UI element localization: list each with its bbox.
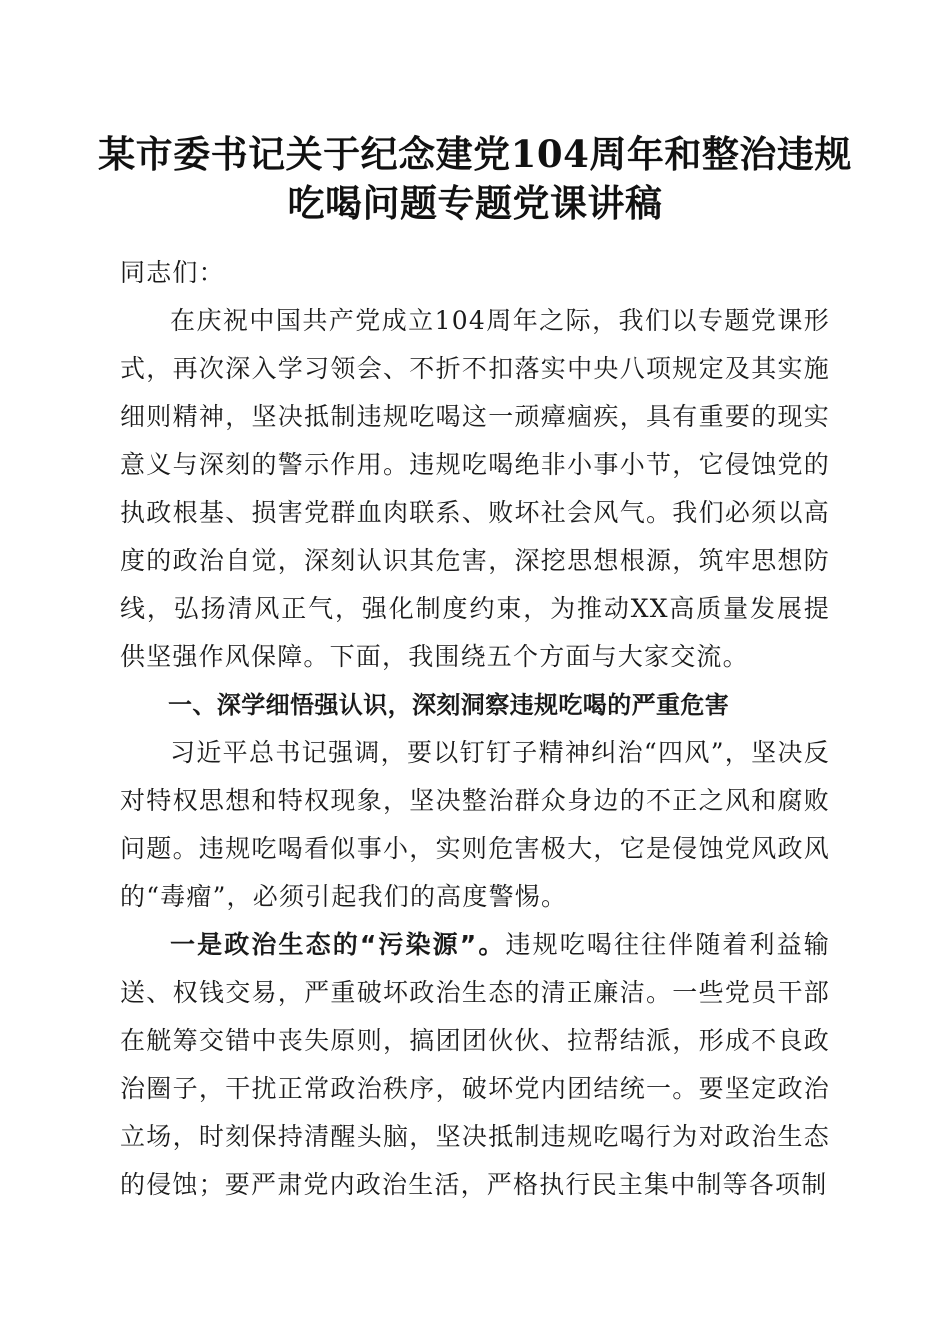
point-paragraph [120,921,830,1209]
title-line-1: 某市委书记关于纪念建党104周年和整治违规 [98,132,852,176]
point-lead: 一是政治生态的“污染源”。 [170,930,506,959]
salutation: 同志们： [120,258,225,287]
intro-paragraph: 在庆祝中国共产党成立104周年之际，我们以专题党课形式，再次深入学习领会、不折不扣落实中央八项规定及其实施细则精神，坚决抵制违规吃喝这一顽瘴痼疾，具有重要的现实意义与深刻的警示作用。违规吃喝绝非小事小节，它侵蚀党的执政根基、损害党群血肉联系、败坏社会风气。我们必须以高度的政治自觉，深刻认识其危害，深挖思想根源，筑牢思想防线，弘扬清风正气，强化制度约束，为推动XX高质量发展提供坚强作风保障。下面，我围绕五个方面与大家交流。 [120,306,830,671]
title-line-2: 吃喝问题专题党课讲稿 [287,181,663,225]
point-text: 违规吃喝往往伴随着利益输送、权钱交易，严重破坏政治生态的清正廉洁。一些党员干部在觥筹交错中丧失原则，搞团团伙伙、拉帮结派，形成不良政治圈子，干扰正常政治秩序，破坏党内团结统一。要坚定政治立场，时刻保持清醒头脑，坚决抵制违规吃喝行为对政治生态的侵蚀；要严肃党内政治生活，严格执行民主集中制等各项制 [120,930,830,1199]
document-body [120,249,830,1209]
section-paragraph: 习近平总书记强调，要以钉钉子精神纠治“四风”，坚决反对特权思想和特权现象，坚决整治群众身边的不正之风和腐败问题。违规吃喝看似事小，实则危害极大，它是侵蚀党风政风的“毒瘤”，必须引起我们的高度警惕。 [120,738,830,911]
section-heading: 一、深学细悟强认识，深刻洞察违规吃喝的严重危害 [168,691,730,719]
document-title [90,130,860,228]
